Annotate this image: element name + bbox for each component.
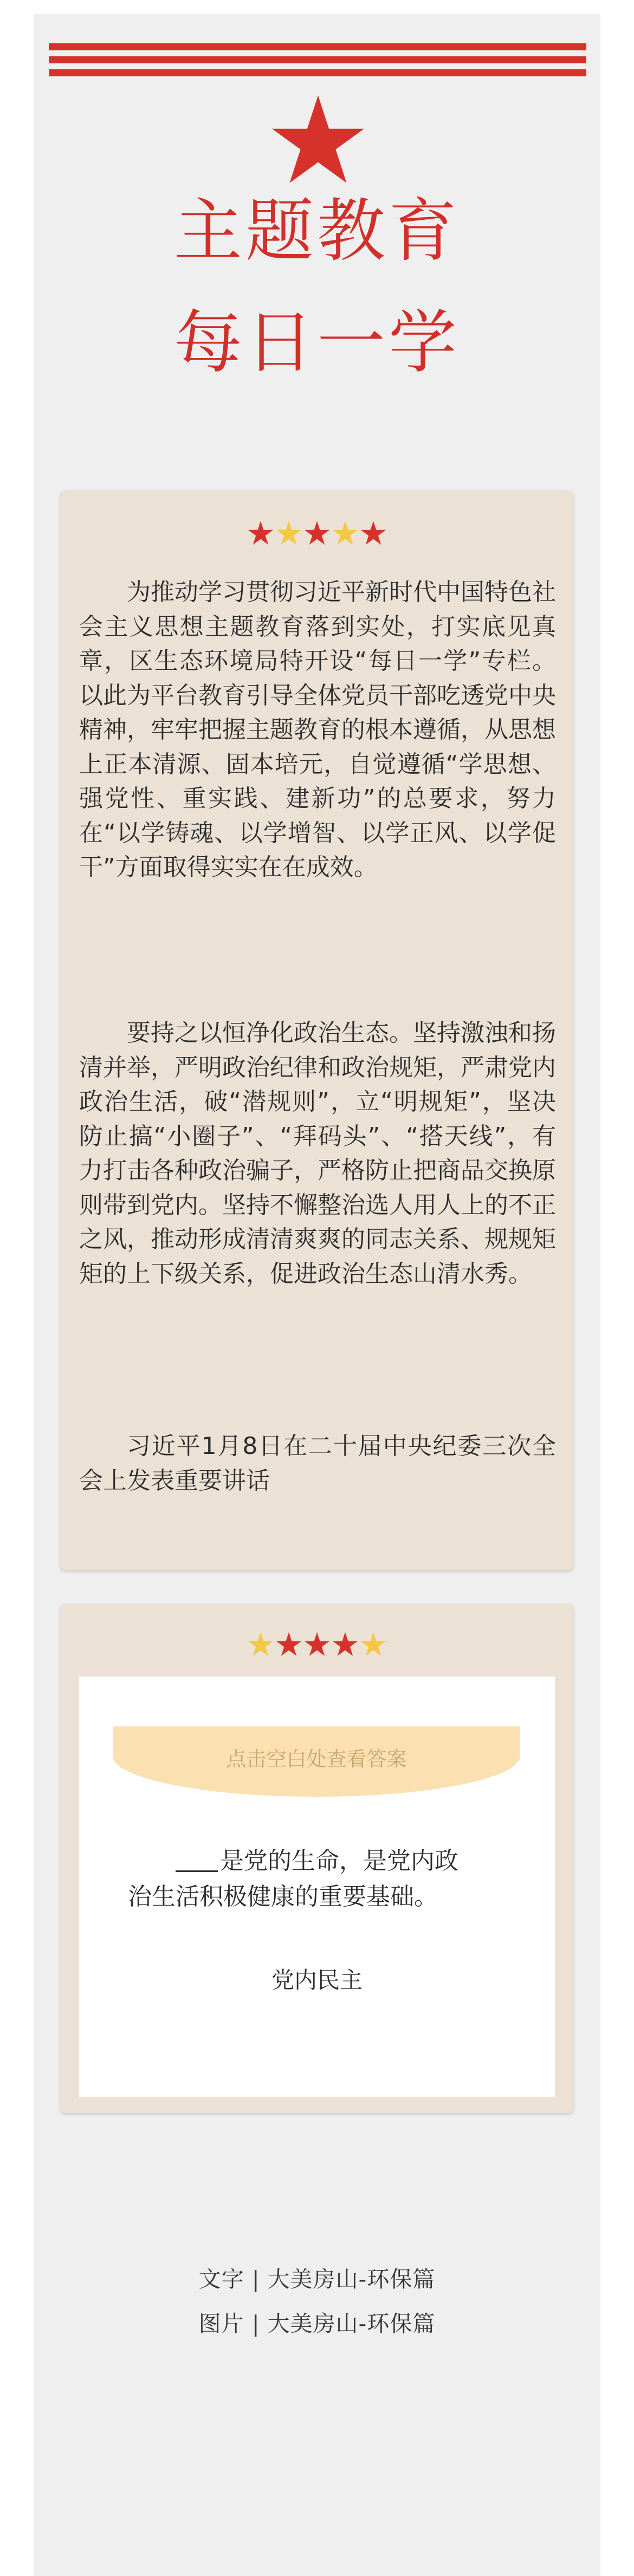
yellow-star-icon: [361, 1632, 386, 1656]
intro-paragraph: 为推动学习贯彻习近平新时代中国特色社会主义思想主题教育落到实处，打实底见真章，区生态环境局特开设“每日一学”专栏。以此为平台教育引导全体党员干部吃透党中央精神，牢牢把握主题教育的根本遵循，从思想上正本清源、固本培元，自觉遵循“学思想、强党性、重实践、建新功”的总要求，努力在“以学铸魂、以学增智、以学正风、以学促干”方面取得实实在在成效。: [79, 578, 556, 881]
red-star-icon: [305, 1632, 329, 1656]
quote-paragraph: 要持之以恒净化政治生态。坚持激浊和扬清并举，严明政治纪律和政治规矩，严肃党内政治生活，破“潜规则”，立“明规矩”，坚决防止搞“小圈子”、“拜码头”、“搭天线”，有力打击各种政治骗子，严格防止把商品交换原则带到党内。坚持不懈整治选人用人上的不正之风，推动形成清清爽爽的同志关系、规规矩矩的上下级关系，促进政治生态山清水秀。: [79, 1019, 556, 1288]
reveal-answer-label: 点击空白处查看答案: [226, 1747, 407, 1771]
header-stripe: [49, 56, 586, 63]
question-text-1: 是党的生命，是党内政: [220, 1847, 458, 1875]
red-star-icon: [276, 1632, 301, 1656]
rating-stars: [61, 521, 573, 549]
quiz-answer: 党内民主: [271, 1967, 363, 1993]
red-star-icon: [272, 95, 364, 183]
text-credit: 文字 | 大美房山-环保篇: [198, 2266, 436, 2292]
red-star-icon: [305, 521, 329, 545]
header-stripe: [49, 43, 586, 50]
question-text-2: 治生活积极健康的重要基础。: [128, 1883, 438, 1910]
red-star-icon: [248, 521, 273, 545]
answer-blank: [176, 1847, 218, 1872]
yellow-star-icon: [248, 1632, 273, 1656]
red-star-icon: [361, 521, 386, 545]
page-subtitle: 每日一学: [174, 303, 460, 382]
intro-card: [61, 491, 573, 1570]
rating-stars: [61, 1632, 573, 1660]
header-stripe: [49, 69, 586, 76]
article-page: [34, 14, 600, 2576]
quiz-card: [61, 1604, 573, 2113]
yellow-star-icon: [276, 521, 301, 545]
yellow-star-icon: [333, 521, 358, 545]
red-star-icon: [333, 1632, 358, 1656]
page-title: 主题教育: [174, 191, 460, 271]
quiz-question: [128, 1843, 515, 1915]
image-credit: 图片 | 大美房山-环保篇: [198, 2311, 436, 2337]
reveal-answer-hint[interactable]: [113, 1726, 520, 1797]
quiz-panel[interactable]: [79, 1677, 555, 2097]
quote-source: 习近平1月8日在二十届中央纪委三次全会上发表重要讲话: [79, 1432, 556, 1495]
